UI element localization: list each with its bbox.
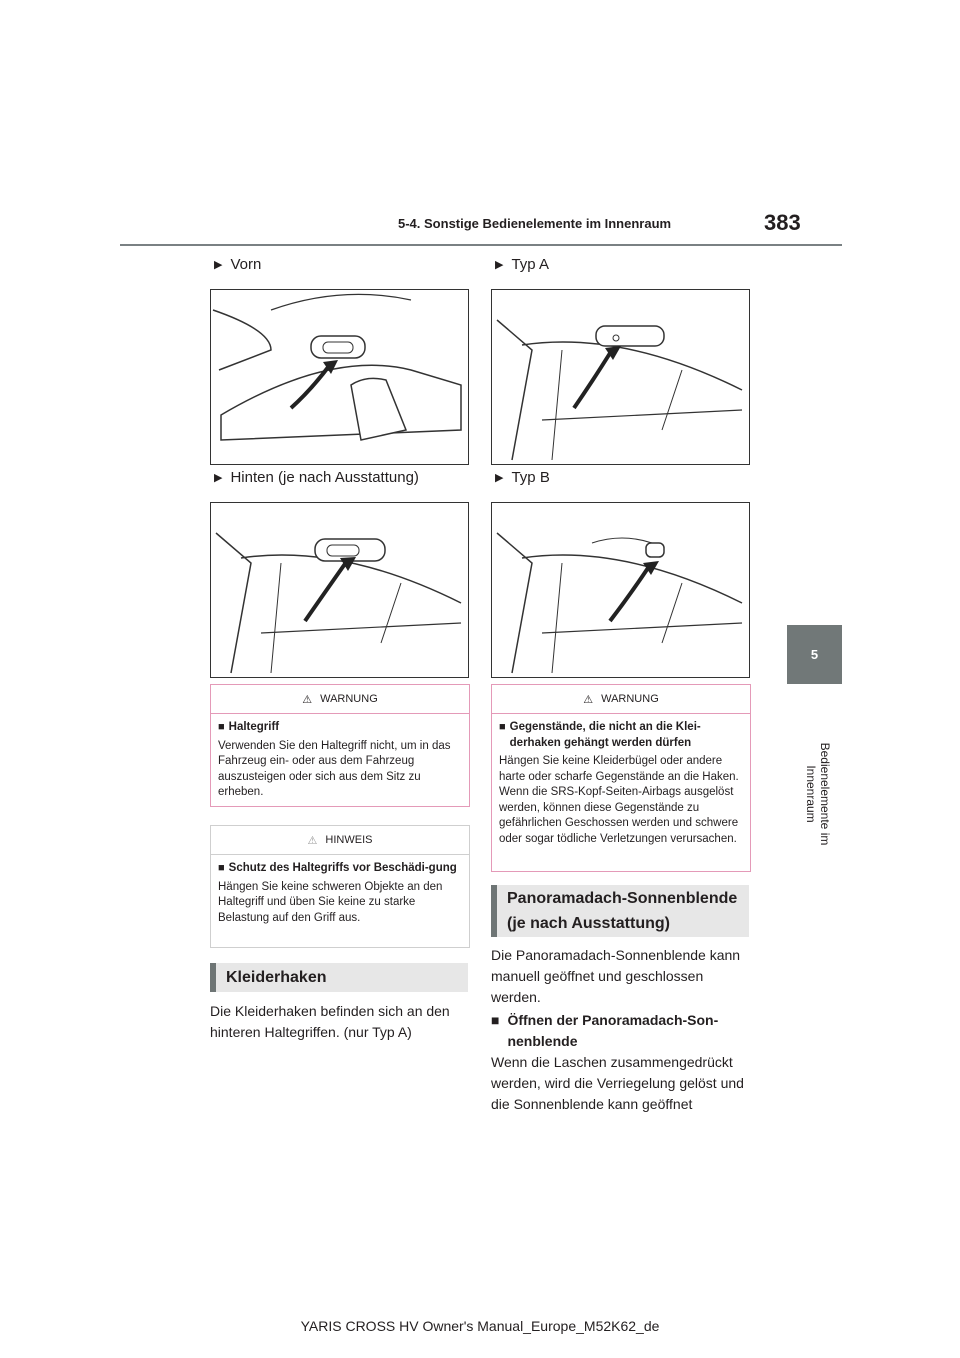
illustration-type-b <box>491 502 750 678</box>
warning-text: Verwenden Sie den Haltegriff nicht, um in das Fahrzeug ein- oder aus dem Fahrzeug auszusteigen oder sich aus dem Sitz zu erheben. <box>218 739 451 798</box>
body-sunshade: Die Panoramadach-Sonnenblende kann manuell geöffnet und geschlossen werden. <box>491 947 741 1005</box>
triangle-bullet-icon: ▶ <box>214 472 223 484</box>
illustration-rear-grip <box>210 502 469 678</box>
page-number: 383 <box>764 210 801 235</box>
warning-box-hooks: ⚠ WARNUNG ■ Gegenstände, die nicht an die Klei-derhaken gehängt werden dürfen Hängen Sie keine Kleiderbügel oder andere harte oder scharfe Gegenstände an die Haken. Wenn die SRS-Kopf-Seiten-Airbags ausgelöst werden, können diese Gegenstände zu gefährlichen Geschossen werden und schwere oder sogar tödliche Verletzungen verursachen. <box>491 684 751 872</box>
section-header: 5-4. Sonstige Bedienelemente im Innenraum <box>398 216 672 231</box>
square-bullet-icon: ■ <box>499 721 506 733</box>
square-bullet-icon: ■ <box>218 721 225 733</box>
section-title-sunshade: Panoramadach-Sonnenblende (je nach Ausstattung) <box>491 885 749 937</box>
section-title-kleiderhaken: Kleiderhaken <box>210 963 468 992</box>
caption-type-a: ▶ Typ A <box>495 256 549 273</box>
warning-box-grip: ⚠ WARNUNG ■ Haltegriff Verwenden Sie den Haltegriff nicht, um in das Fahrzeug ein- oder aus dem Fahrzeug auszusteigen oder sich aus dem Sitz zu erheben. <box>210 684 470 807</box>
body-open-sunshade: Wenn die Laschen zusammengedrückt werden, wird die Verriegelung gelöst und die Sonnenblende kann geöffnet <box>491 1054 744 1112</box>
warning-header: ⚠ WARNUNG <box>211 685 469 714</box>
warning-triangle-icon: ⚠ <box>583 693 594 706</box>
chapter-side-title: Bedienelemente im Innenraum <box>804 742 832 846</box>
triangle-bullet-icon: ▶ <box>495 472 504 484</box>
notice-box: ⚠ HINWEIS ■ Schutz des Haltegriffs vor Beschädi-gung Hängen Sie keine schweren Objekte an den Haltegriff und üben Sie keine zu starke Belastung auf den Griff aus. <box>210 825 470 948</box>
caption-rear: ▶ Hinten (je nach Ausstattung) <box>214 469 419 486</box>
warning-text: Hängen Sie keine Kleiderbügel oder andere harte oder scharfe Gegenstände an die Haken. Wenn die SRS-Kopf-Seiten-Airbags ausgelöst werden, können diese Gegenstände zu gefährlichen Geschossen werden und schwere oder sogar tödliche Verletzungen verursachen. <box>499 755 739 845</box>
body-kleiderhaken: Die Kleiderhaken befinden sich an den hinteren Haltegriffen. (nur Typ A) <box>210 1003 450 1040</box>
illustration-front-grip <box>210 289 469 465</box>
triangle-bullet-icon: ▶ <box>214 259 223 271</box>
header-divider <box>120 244 842 246</box>
square-bullet-icon: ■ <box>218 862 225 874</box>
notice-text: Hängen Sie keine schweren Objekte an den Haltegriff und üben Sie keine zu starke Belastung auf den Griff aus. <box>218 880 443 924</box>
subheading-open-sunshade: ■ Öffnen der Panoramadach-Son-nenblende <box>491 1010 749 1052</box>
square-bullet-icon: ■ <box>491 1012 500 1028</box>
footer: YARIS CROSS HV Owner's Manual_Europe_M52K62_de <box>300 1318 660 1334</box>
warning-header: ⚠ WARNUNG <box>492 685 750 714</box>
triangle-bullet-icon: ▶ <box>495 259 504 271</box>
illustration-type-a <box>491 289 750 465</box>
notice-header: ⚠ HINWEIS <box>211 826 469 855</box>
caption-type-b: ▶ Typ B <box>495 469 550 486</box>
caption-front: ▶ Vorn <box>214 256 262 273</box>
chapter-tab: 5 <box>787 625 842 684</box>
notice-triangle-icon: ⚠ <box>307 834 318 847</box>
warning-triangle-icon: ⚠ <box>302 693 313 706</box>
